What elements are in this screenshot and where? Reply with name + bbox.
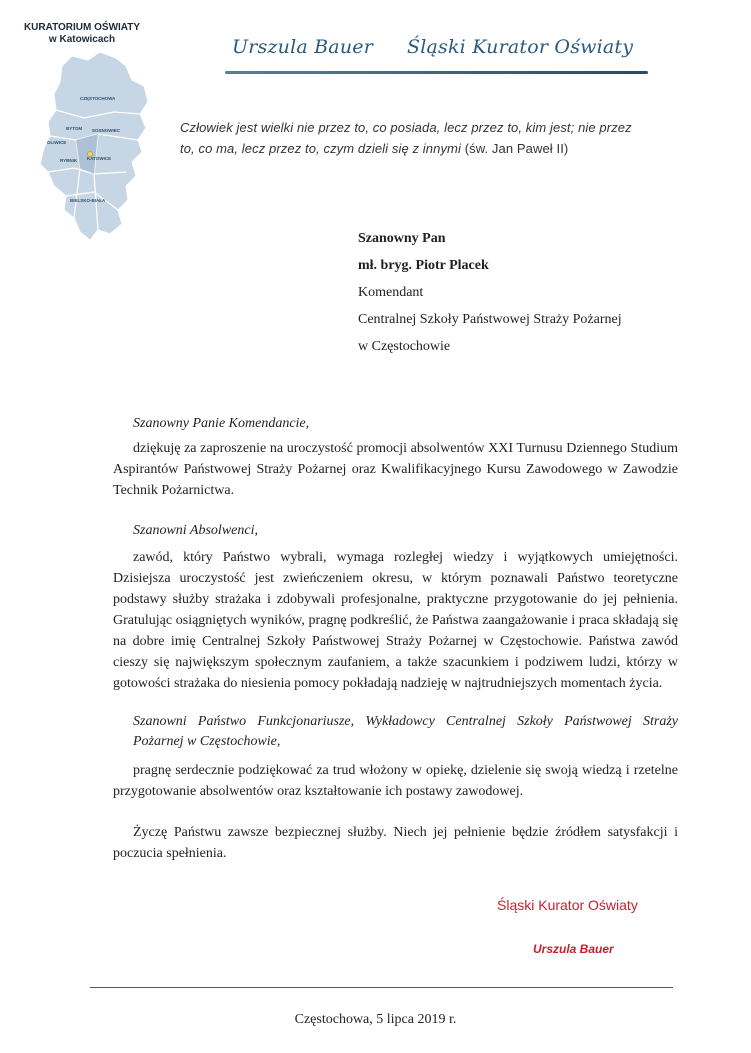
letterhead-header — [232, 36, 652, 58]
addressee-salutation: Szanowny Pan — [358, 231, 446, 246]
place-and-date: Częstochowa, 5 lipca 2019 r. — [294, 1012, 457, 1027]
header-divider — [225, 71, 648, 74]
map-city-label: CZĘSTOCHOWA — [80, 96, 116, 101]
addressee-institution: Centralnej Szkoły Państwowej Straży Pożarnej — [358, 312, 622, 327]
salutation-commander: Szanowny Panie Komendancie, — [133, 416, 310, 431]
map-city-label: SOSNOWIEC — [92, 128, 121, 133]
signature-title: Śląski Kurator Oświaty — [497, 897, 638, 913]
signature-name: Urszula Bauer — [533, 942, 614, 956]
paragraph-graduates: zawód, który Państwo wybrali, wymaga rozległej wiedzy i wyjątkowych umiejętności. Dzisiejsza uroczystość jest zwieńczeniem okresu, w którym poznawali Państwo teoretyczne podstawy służby strażaka i zdobywali profesjonalne, praktyczne przygotowanie do jej pełnienia. Gratulując osiągniętych wyników, pragnę podkreślić, że Państwa zaangażowanie i praca składają się na dobre imię Centralnej Szkoły Państwowej Straży Pożarnej w Częstochowie. Państwa zawód cieszy się największym społecznym zaufaniem, a także szacunkiem i podziwem ludzi, którzy w gotowości strażaka do niesienia pomocy pokładają nadzieję w najtrudniejszych momentach życia. — [113, 550, 678, 691]
salutation-officers: Szanowni Państwo Funkcjonariusze, Wykładowcy Centralnej Szkoły Państwowej Straży Pożarnej w Częstochowie, — [133, 714, 678, 749]
institution-logo — [14, 22, 164, 252]
salutation-graduates: Szanowni Absolwenci, — [133, 523, 258, 538]
institution-name-line1: KURATORIUM OŚWIATY — [23, 22, 141, 33]
addressee-block — [358, 229, 698, 364]
paragraph-thanks: dziękuję za zaproszenie na uroczystość promocji absolwentów XXI Turnusu Dziennego Studium Aspirantów Państwowej Straży Pożarnej oraz Kwalifikacyjnego Kursu Zawodowego w Zawodzie Technik Pożarnictwa. — [113, 441, 678, 498]
addressee-position: Komendant — [358, 285, 424, 300]
quote-attribution: (św. Jan Paweł II) — [460, 141, 569, 156]
map-city-label: RYBNIK — [60, 158, 78, 163]
map-city-label: GLIWICE — [47, 140, 67, 145]
letterhead-person-name: Urszula Bauer — [232, 36, 373, 58]
letter-body — [113, 414, 678, 864]
addressee-name: mł. bryg. Piotr Placek — [358, 258, 489, 273]
letterhead-office-title: Śląski Kurator Oświaty — [407, 36, 634, 58]
silesia-region-map-icon — [14, 22, 164, 252]
quote-text: Człowiek jest wielki nie przez to, co posiada, lecz przez to, kim jest; nie przez to, co ma, lecz przez to, czym dzieli się z innymi — [180, 120, 632, 156]
institution-name-line2: w Katowicach — [48, 34, 116, 45]
map-city-label: KATOWICE — [87, 156, 112, 161]
footer-divider — [90, 987, 673, 988]
paragraph-officers: pragnę serdecznie podziękować za trud włożony w opiekę, dzielenie się swoją wiedzą i rzetelne przygotowanie absolwentów oraz kształtowanie ich postawy zawodowej. — [113, 763, 678, 799]
map-city-label: BIELSKO-BIAŁA — [70, 198, 106, 203]
addressee-city: w Częstochowie — [358, 339, 451, 354]
motto-quote — [180, 117, 636, 159]
paragraph-wishes: Życzę Państwu zawsze bezpiecznej służby. Niech jej pełnienie będzie źródłem satysfakcji i poczucia spełnienia. — [113, 825, 678, 861]
map-city-label: BYTOM — [66, 126, 83, 131]
